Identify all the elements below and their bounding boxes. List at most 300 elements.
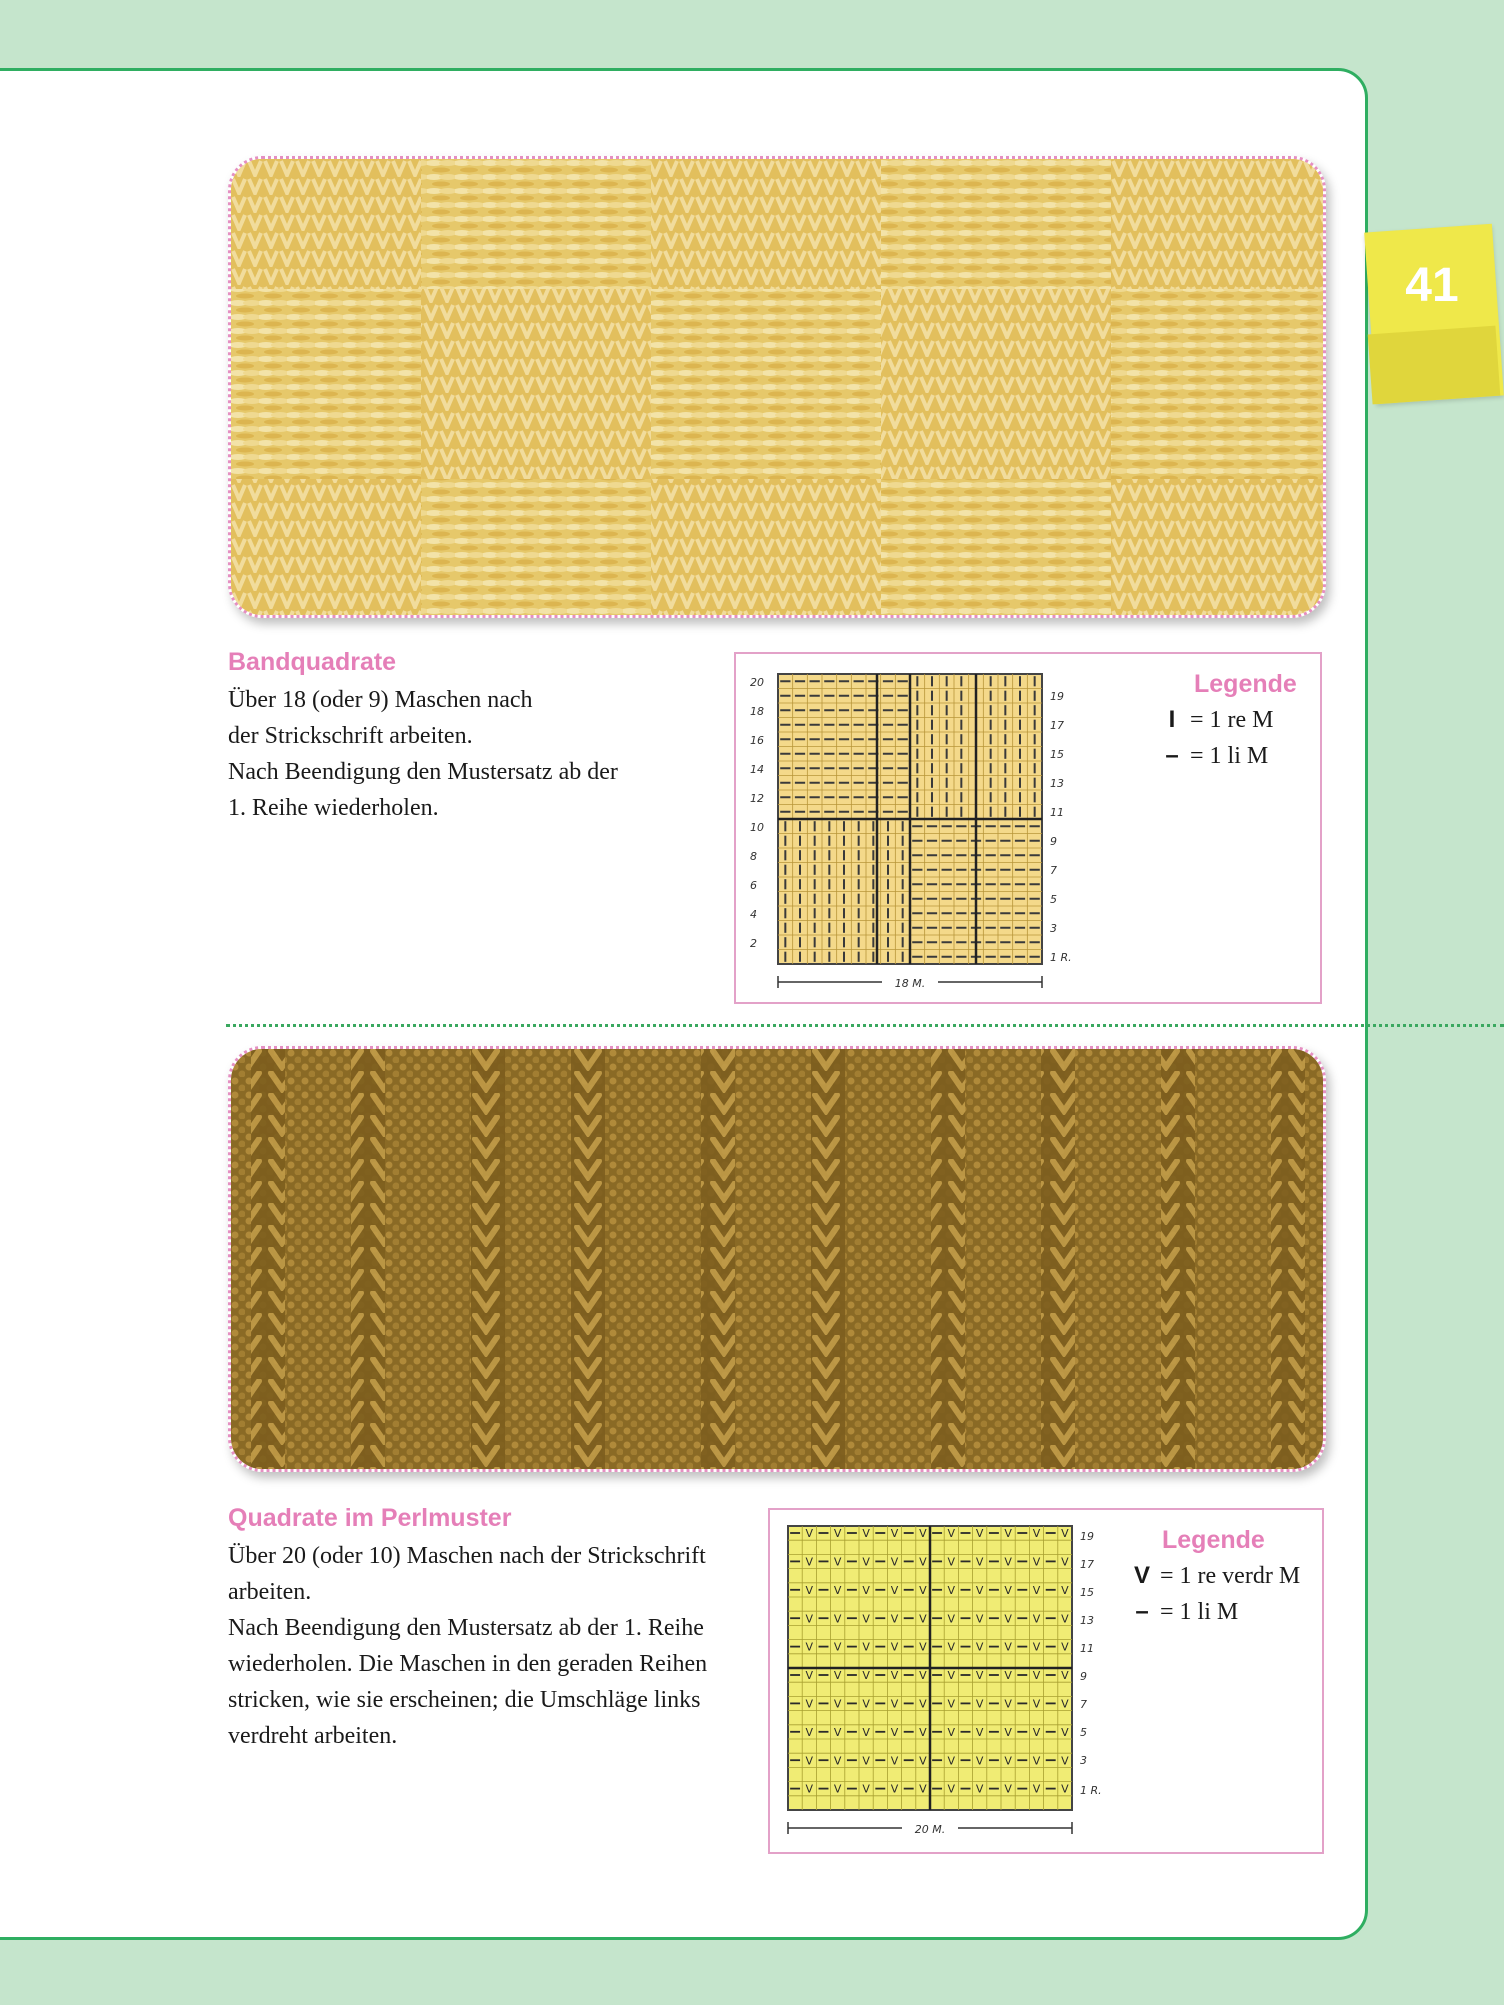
legend-item [1160, 742, 1268, 770]
chart-grid-mark: V [805, 1669, 814, 1683]
chart-grid-mark [872, 865, 874, 875]
chart-grid-mark [902, 894, 904, 904]
chart-grid-mark [843, 937, 845, 947]
chart-grid-mark [854, 680, 864, 682]
chart-grid-mark [819, 1788, 829, 1790]
chart-grid-mark [828, 879, 830, 889]
chart-grid-mark [875, 1759, 885, 1761]
chart-grid-mark [912, 869, 922, 871]
chart-grid-mark: V [1061, 1754, 1069, 1768]
chart-grid-mark [872, 923, 874, 933]
chart-grid-mark [1019, 778, 1021, 788]
chart-grid-mark [824, 738, 834, 740]
chart-grid-mark [1000, 825, 1010, 827]
knitting-chart-perlmuster [778, 1522, 1128, 1842]
chart-grid-mark [1000, 956, 1010, 958]
chart-grid-mark [887, 821, 889, 831]
chart-grid-mark [931, 691, 933, 701]
chart-grid-mark [883, 724, 893, 726]
chart-grid-mark [990, 734, 992, 744]
chart-grid-mark [1046, 1703, 1056, 1705]
chart-grid-mark [854, 796, 864, 798]
chart-grid-mark [904, 1788, 914, 1790]
chart-grid-mark [912, 825, 922, 827]
chart-grid-mark [854, 738, 864, 740]
chart-grid-mark [1030, 825, 1040, 827]
chart-grid-mark [990, 807, 992, 817]
pattern-description-bandquadrate [228, 682, 618, 826]
chart-grid-mark [795, 782, 805, 784]
chart-grid-mark [932, 1759, 942, 1761]
chart-grid-mark [1000, 898, 1010, 900]
chart-grid-mark [839, 782, 849, 784]
chart-row-number: 17 [1050, 719, 1064, 732]
chart-grid-mark [795, 738, 805, 740]
chart-grid-mark [1004, 778, 1006, 788]
chart-row-number: 16 [750, 734, 764, 747]
chart-row-number: 17 [1080, 1558, 1094, 1571]
chart-grid-mark: V [890, 1669, 899, 1683]
chart-grid-mark [1034, 807, 1036, 817]
chart-grid-mark [1019, 691, 1021, 701]
legend-title: Legende [1162, 1526, 1265, 1554]
chart-grid-mark [1034, 749, 1036, 759]
chart-grid-mark [1034, 691, 1036, 701]
chart-grid-mark [828, 850, 830, 860]
chart-grid-mark [810, 724, 820, 726]
chart-grid-mark [799, 894, 801, 904]
chart-grid-mark: V [805, 1612, 814, 1626]
chart-grid-mark: V [805, 1754, 814, 1768]
chart-grid-mark [1019, 734, 1021, 744]
page-tab-shade [1368, 326, 1501, 405]
chart-grid-mark [960, 792, 962, 802]
chart-grid-mark [828, 821, 830, 831]
chart-grid-mark [927, 927, 937, 929]
chart-grid-mark [927, 898, 937, 900]
chart-grid-mark [795, 753, 805, 755]
chart-grid-mark [932, 1788, 942, 1790]
chart-grid-mark [784, 952, 786, 962]
chart-grid-mark [872, 879, 874, 889]
chart-grid-mark [1017, 1646, 1027, 1648]
chart-grid-mark [799, 908, 801, 918]
chart-grid-mark [839, 724, 849, 726]
chart-grid-mark [887, 952, 889, 962]
chart-grid-mark [1019, 763, 1021, 773]
chart-grid-mark [902, 908, 904, 918]
chart-grid-mark: V [862, 1583, 870, 1597]
chart-grid-mark [814, 821, 816, 831]
chart-grid-mark [1046, 1674, 1056, 1676]
chart-grid-mark [790, 1731, 800, 1733]
chart-grid-mark: V [1032, 1754, 1041, 1768]
chart-grid-mark [887, 937, 889, 947]
chart-grid-mark [990, 778, 992, 788]
chart-grid-mark [854, 767, 864, 769]
chart-grid-mark [942, 912, 952, 914]
chart-grid-mark [961, 1731, 971, 1733]
chart-grid-mark [1017, 1589, 1027, 1591]
chart-grid-mark [989, 1788, 999, 1790]
chart-grid-mark [883, 811, 893, 813]
chart-grid-mark [932, 1674, 942, 1676]
chart-grid-mark [961, 1646, 971, 1648]
chart-grid-mark [843, 865, 845, 875]
chart-grid-mark [927, 941, 937, 943]
chart-grid-mark [898, 753, 908, 755]
chart-grid-mark [904, 1589, 914, 1591]
chart-grid-mark: V [833, 1612, 842, 1626]
chart-grid-mark [824, 753, 834, 755]
description-line: Nach Beendigung den Mustersatz ab der 1. Reihe [228, 1615, 704, 1641]
chart-grid-mark: V [947, 1782, 956, 1796]
chart-grid-mark [1004, 792, 1006, 802]
description-line: Über 18 (oder 9) Maschen nach [228, 687, 533, 713]
chart-grid-mark: V [1004, 1555, 1012, 1569]
chart-grid-mark [784, 836, 786, 846]
chart-grid-mark [916, 749, 918, 759]
chart-grid-mark [824, 811, 834, 813]
page-number: 41 [1405, 259, 1459, 312]
chart-grid-mark: V [1061, 1725, 1069, 1739]
chart-grid-mark [956, 883, 966, 885]
chart-grid-mark: V [1004, 1583, 1012, 1597]
chart-grid-mark [795, 796, 805, 798]
chart-grid-mark: V [947, 1725, 956, 1739]
chart-row-number: 1 R. [1080, 1784, 1102, 1797]
chart-grid-mark [1017, 1759, 1027, 1761]
chart-grid-mark [810, 738, 820, 740]
chart-grid-mark [912, 854, 922, 856]
chart-grid-mark [795, 709, 805, 711]
chart-grid-mark [847, 1617, 857, 1619]
chart-grid-mark: V [975, 1527, 984, 1541]
chart-grid-mark [814, 908, 816, 918]
chart-grid-mark [843, 821, 845, 831]
chart-grid-mark [790, 1788, 800, 1790]
chart-grid-mark [824, 695, 834, 697]
chart-row-number: 15 [1050, 748, 1064, 761]
legend-item-text: = 1 li M [1190, 743, 1269, 769]
chart-grid-mark [961, 1617, 971, 1619]
chart-grid-mark: V [1032, 1782, 1041, 1796]
chart-grid-mark [990, 676, 992, 686]
chart-grid-mark [824, 782, 834, 784]
chart-grid-mark [824, 796, 834, 798]
chart-grid-mark [916, 705, 918, 715]
chart-grid-mark [1017, 1674, 1027, 1676]
chart-grid-mark [810, 680, 820, 682]
chart-grid-mark: V [833, 1583, 842, 1597]
description-line: wiederholen. Die Maschen in den geraden Reihen [228, 1651, 708, 1677]
chart-grid-mark [790, 1646, 800, 1648]
chart-grid-mark: V [862, 1697, 870, 1711]
purl-stitch-symbol: – [1135, 1598, 1149, 1625]
chart-grid-mark [790, 1759, 800, 1761]
chart-grid-mark [946, 792, 948, 802]
chart-grid-mark [790, 1589, 800, 1591]
chart-row-number: 5 [1080, 1726, 1087, 1739]
chart-grid-mark: V [919, 1669, 927, 1683]
chart-row-number: 8 [750, 850, 757, 863]
chart-grid-mark [902, 952, 904, 962]
chart-grid-mark [946, 734, 948, 744]
chart-grid-mark [902, 923, 904, 933]
chart-grid-mark [898, 695, 908, 697]
chart-grid-mark [875, 1674, 885, 1676]
chart-grid-mark [883, 709, 893, 711]
chart-grid-mark [912, 883, 922, 885]
chart-grid-mark [942, 869, 952, 871]
chart-grid-mark [960, 734, 962, 744]
chart-grid-mark: V [1004, 1782, 1012, 1796]
chart-grid-mark: V [890, 1527, 899, 1541]
chart-grid-mark: V [805, 1527, 814, 1541]
chart-grid-mark [942, 941, 952, 943]
chart-grid-mark [916, 763, 918, 773]
chart-grid-mark [989, 1759, 999, 1761]
chart-row-number: 11 [1080, 1642, 1094, 1655]
knit-photo-perlmuster [228, 1046, 1326, 1472]
chart-grid-mark [828, 836, 830, 846]
chart-grid-mark: V [890, 1782, 899, 1796]
chart-grid-mark [784, 865, 786, 875]
chart-grid-mark: V [1004, 1612, 1012, 1626]
chart-grid-mark [990, 720, 992, 730]
chart-grid-mark: V [919, 1555, 927, 1569]
chart-grid-mark [912, 898, 922, 900]
chart-grid-mark [912, 956, 922, 958]
chart-grid-mark [847, 1703, 857, 1705]
chart-grid-mark [858, 908, 860, 918]
chart-grid-mark: V [919, 1640, 927, 1654]
chart-grid-mark [1019, 705, 1021, 715]
chart-grid-mark: V [947, 1754, 956, 1768]
chart-grid-mark [912, 912, 922, 914]
chart-grid-mark [847, 1589, 857, 1591]
chart-grid-mark [847, 1646, 857, 1648]
chart-grid-mark: V [919, 1612, 927, 1626]
chart-grid-mark [946, 807, 948, 817]
chart-grid-mark [887, 923, 889, 933]
chart-grid-mark [1015, 956, 1025, 958]
chart-grid-mark [828, 923, 830, 933]
chart-grid-mark [828, 937, 830, 947]
chart-grid-mark [1017, 1788, 1027, 1790]
chart-grid-mark [989, 1561, 999, 1563]
chart-grid-mark [916, 720, 918, 730]
chart-grid-mark [1017, 1561, 1027, 1563]
chart-grid-mark [843, 908, 845, 918]
chart-grid-mark: V [890, 1725, 899, 1739]
chart-grid-mark [875, 1589, 885, 1591]
chart-grid-mark [904, 1703, 914, 1705]
chart-grid-mark [986, 898, 996, 900]
chart-grid-mark [956, 927, 966, 929]
chart-grid-mark: V [1004, 1527, 1012, 1541]
chart-grid-mark [916, 778, 918, 788]
chart-grid-mark: V [1004, 1640, 1012, 1654]
chart-grid-mark: V [1032, 1697, 1041, 1711]
chart-grid-mark [1004, 691, 1006, 701]
chart-grid-mark: V [805, 1640, 814, 1654]
chart-grid-mark [795, 724, 805, 726]
description-line: 1. Reihe wiederholen. [228, 795, 439, 821]
chart-grid-mark [1030, 840, 1040, 842]
chart-grid-mark [854, 782, 864, 784]
chart-grid-mark: V [1061, 1640, 1069, 1654]
chart-grid-mark [839, 811, 849, 813]
chart-grid-mark [790, 1561, 800, 1563]
chart-grid-mark [942, 927, 952, 929]
chart-grid-mark [814, 952, 816, 962]
chart-grid-mark: V [862, 1612, 870, 1626]
chart-grid-mark: V [947, 1527, 956, 1541]
chart-grid-mark [1019, 807, 1021, 817]
chart-grid-mark [989, 1674, 999, 1676]
chart-grid-mark [858, 952, 860, 962]
chart-grid-mark [780, 753, 790, 755]
chart-grid-mark [989, 1731, 999, 1733]
chart-grid-mark [961, 1532, 971, 1534]
chart-grid-mark [780, 709, 790, 711]
chart-grid-mark [902, 865, 904, 875]
chart-row-number: 3 [1080, 1754, 1087, 1767]
legend-title: Legende [1194, 670, 1297, 698]
chart-grid-mark: V [805, 1725, 814, 1739]
chart-grid-mark [824, 767, 834, 769]
chart-grid-mark: V [1032, 1555, 1041, 1569]
chart-grid-mark [858, 865, 860, 875]
chart-grid-mark: V [1061, 1527, 1069, 1541]
chart-grid-mark: V [833, 1640, 842, 1654]
chart-grid-mark: V [947, 1583, 956, 1597]
chart-grid-mark [872, 836, 874, 846]
chart-grid-mark [819, 1646, 829, 1648]
chart-grid-mark [946, 705, 948, 715]
chart-row-number: 7 [1080, 1698, 1087, 1711]
chart-grid-mark [824, 724, 834, 726]
chart-grid-mark [946, 778, 948, 788]
chart-grid-mark [942, 840, 952, 842]
chart-grid-mark [960, 763, 962, 773]
chart-row-number: 9 [1080, 1670, 1087, 1683]
chart-grid-mark [790, 1617, 800, 1619]
chart-grid-mark [824, 709, 834, 711]
chart-grid-mark: V [975, 1725, 984, 1739]
chart-grid-mark [986, 825, 996, 827]
description-line: Nach Beendigung den Mustersatz ab der [228, 759, 618, 785]
chart-grid-mark [1000, 912, 1010, 914]
chart-grid-mark [902, 879, 904, 889]
chart-grid-mark [819, 1561, 829, 1563]
legend-item [1130, 1562, 1300, 1590]
description-line: verdreht arbeiten. [228, 1723, 398, 1749]
chart-grid-mark [843, 952, 845, 962]
chart-grid-mark [898, 767, 908, 769]
chart-grid-mark [1015, 941, 1025, 943]
chart-grid-mark [956, 869, 966, 871]
chart-grid-mark [875, 1561, 885, 1563]
chart-grid-mark [1046, 1646, 1056, 1648]
chart-grid-mark [927, 854, 937, 856]
chart-grid-mark [942, 854, 952, 856]
chart-grid-mark [1034, 720, 1036, 730]
chart-grid-mark [819, 1731, 829, 1733]
chart-grid-mark: V [1032, 1583, 1041, 1597]
pattern-title-bandquadrate: Bandquadrate [228, 648, 397, 676]
chart-grid-mark [956, 825, 966, 827]
chart-grid-mark: V [919, 1754, 927, 1768]
chart-grid-mark [960, 807, 962, 817]
legend-item [1130, 1598, 1238, 1626]
chart-grid-mark: V [890, 1640, 899, 1654]
chart-grid-mark [927, 883, 937, 885]
chart-grid-mark [839, 738, 849, 740]
chart-grid-mark [898, 782, 908, 784]
chart-grid-mark [1000, 869, 1010, 871]
chart-grid-mark [1004, 749, 1006, 759]
description-line: der Strickschrift arbeiten. [228, 723, 473, 749]
chart-grid-mark [931, 792, 933, 802]
pattern-description-perlmuster [228, 1538, 707, 1754]
chart-grid-mark [956, 941, 966, 943]
chart-grid-mark [1034, 763, 1036, 773]
chart-grid-mark [847, 1731, 857, 1733]
chart-grid-mark: V [1032, 1669, 1041, 1683]
chart-grid-mark [872, 894, 874, 904]
chart-grid-mark [898, 738, 908, 740]
chart-grid-mark [883, 796, 893, 798]
chart-row-number: 7 [1050, 864, 1057, 877]
chart-grid-mark [1017, 1532, 1027, 1534]
chart-grid-mark: V [1032, 1527, 1041, 1541]
chart-grid-mark [883, 695, 893, 697]
chart-grid-mark [819, 1703, 829, 1705]
chart-grid-mark: V [862, 1555, 870, 1569]
chart-grid-mark: V [975, 1697, 984, 1711]
chart-grid-mark [795, 680, 805, 682]
chart-grid-mark [990, 792, 992, 802]
chart-grid-mark [931, 749, 933, 759]
chart-grid-mark [932, 1561, 942, 1563]
chart-grid-mark [847, 1561, 857, 1563]
chart-grid-mark [847, 1759, 857, 1761]
chart-row-number: 13 [1080, 1614, 1094, 1627]
chart-grid-mark [784, 908, 786, 918]
chart-grid-mark [784, 923, 786, 933]
chart-grid-mark [847, 1532, 857, 1534]
chart-grid-mark: V [862, 1754, 870, 1768]
chart-grid-mark [887, 850, 889, 860]
chart-grid-mark: V [833, 1697, 842, 1711]
chart-grid-mark [946, 676, 948, 686]
chart-grid-mark: V [1061, 1697, 1069, 1711]
chart-grid-mark [1015, 912, 1025, 914]
chart-grid-mark: V [919, 1697, 927, 1711]
chart-grid-mark [927, 840, 937, 842]
chart-grid-mark: V [805, 1555, 814, 1569]
legend-item-text: = 1 re verdr M [1160, 1563, 1301, 1589]
chart-grid-mark: V [975, 1782, 984, 1796]
chart-grid-mark [1015, 927, 1025, 929]
chart-grid-mark [828, 865, 830, 875]
chart-grid-mark: V [947, 1640, 956, 1654]
chart-grid-mark [1015, 869, 1025, 871]
chart-grid-mark [814, 850, 816, 860]
chart-grid-mark: V [805, 1782, 814, 1796]
